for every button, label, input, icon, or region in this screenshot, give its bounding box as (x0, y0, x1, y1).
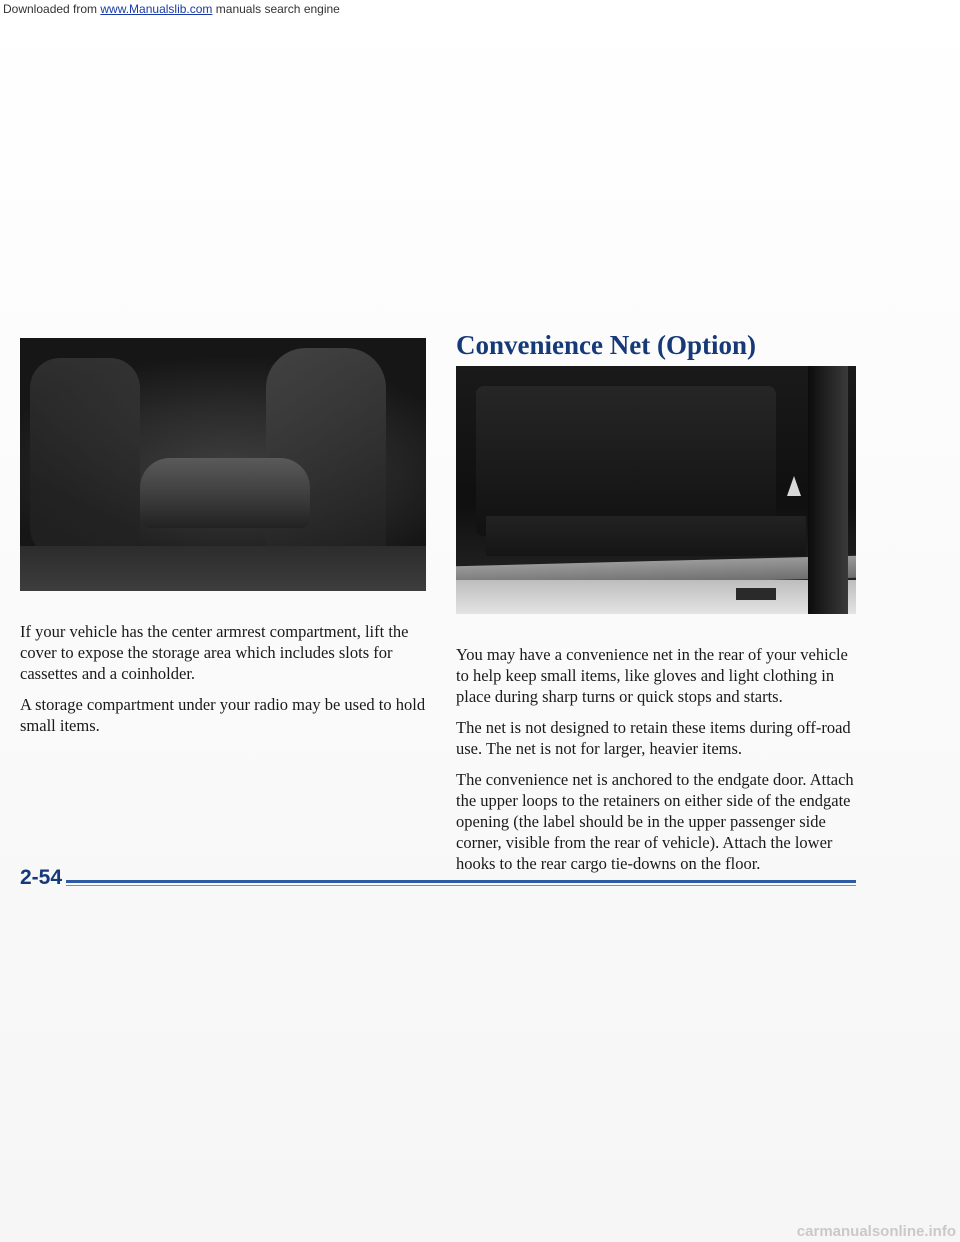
watermark-suffix: manuals search engine (212, 2, 340, 16)
left-text-column (20, 621, 440, 746)
manualslib-link[interactable]: www.Manualslib.com (100, 2, 213, 16)
bumper-shape (456, 580, 856, 614)
page-footer (20, 866, 856, 896)
left-seat-shape (30, 358, 140, 558)
section-heading: Convenience Net (Option) (456, 330, 756, 360)
endgate-edge-shape (808, 366, 848, 614)
armrest-shape (140, 458, 310, 528)
watermark-prefix: Downloaded from (3, 2, 101, 16)
footer-rule-thin (66, 885, 856, 886)
net-label-shape (787, 476, 801, 496)
floor-shape (20, 546, 426, 591)
footer-rule (66, 880, 856, 883)
download-watermark (0, 0, 960, 20)
armrest-compartment-photo (20, 338, 426, 591)
latch-shape (736, 588, 776, 600)
paragraph: A storage compartment under your radio may be used to hold small items. (20, 695, 426, 735)
site-watermark: carmanualsonline.info (796, 1223, 956, 1240)
page-number: 2-54 (20, 866, 63, 889)
paragraph: The convenience net is anchored to the endgate door. Attach the upper loops to the retainers on either side of the endgate opening (the label should be in the upper passenger side corner, visible from the rear of vehicle). Attach the lower hooks to the rear cargo tie-downs on the floor. (456, 770, 854, 873)
paragraph: You may have a convenience net in the rear of your vehicle to help keep small items, like gloves and light clothing in place during sharp turns or quick stops and starts. (456, 645, 848, 706)
paragraph: The net is not designed to retain these items during off-road use. The net is not for larger, heavier items. (456, 718, 851, 758)
right-text-column (456, 644, 856, 884)
rear-seatback-shape (476, 386, 776, 536)
convenience-net-photo (456, 366, 856, 614)
paragraph: If your vehicle has the center armrest compartment, lift the cover to expose the storage area which includes slots for cassettes and a coinholder. (20, 622, 409, 683)
cargo-net-shape (486, 516, 806, 556)
